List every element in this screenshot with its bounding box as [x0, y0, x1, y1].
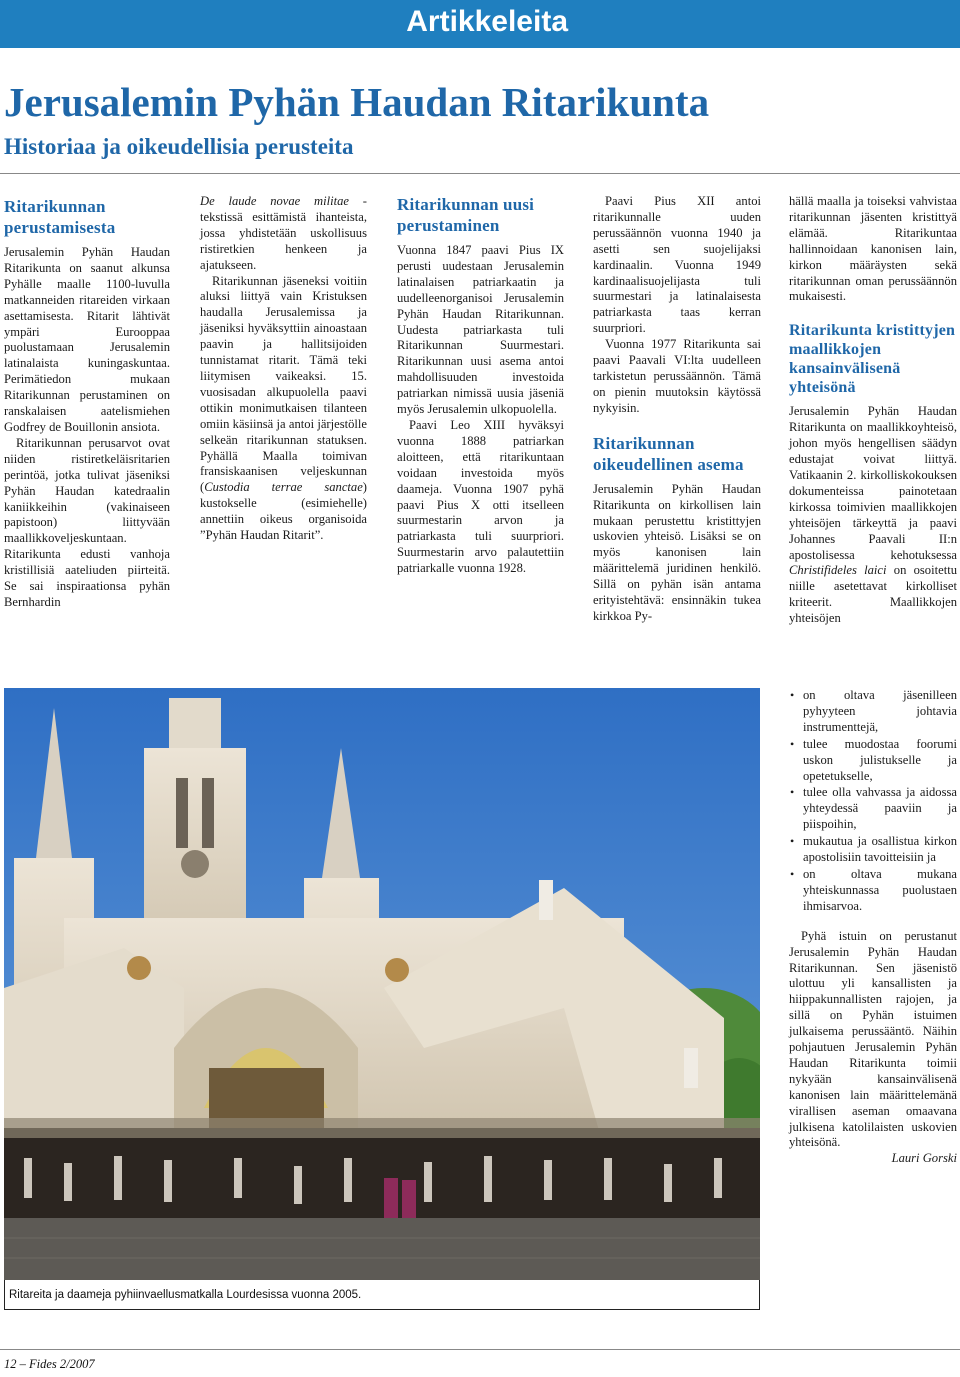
photo-caption-box	[4, 1280, 760, 1310]
text-span: Jerusalemin Pyhän Haudan Ritarikunta on maallikkoyhteisö, johon myös hengellisen säädyn edustajat voivat liittyä. Vatikaanin 2. kirkolliskokouksen dokumenteissa painotetaan kirkossa toimivien maallikkojen yhteisöjen tärkeyttä ja paavi Johannes Paavali II:n apostolisessa kehotuksessa	[789, 404, 957, 562]
author-signature: Lauri Gorski	[891, 1151, 957, 1166]
list-item: • tulee muodostaa foorumi uskon julistukselle ja opetetukselle,	[789, 737, 957, 785]
list-item: • on oltava jäsenilleen pyhyyteen johtavia instrumenttejä,	[789, 688, 957, 736]
heading-international-community: Ritarikunta kristittyjen maallikkojen kansainvälisenä yhteisönä	[789, 322, 956, 397]
photo-caption: Ritareita ja daameja pyhiinvaellusmatkalla Lourdesissa vuonna 2005.	[9, 1289, 362, 1301]
paragraph: Vuonna 1977 Ritarikunta sai paavi Paavali VI:lta uudelleen tarkistetun perussäännön. Tämä on pienin muutoksin käytössä nykyisin.	[593, 337, 761, 415]
paragraph: Jerusalemin Pyhän Haudan Ritarikunta on kirkollisen lain mukaan perustettu kristittyjen uskovien yhteisö. Lisäksi se on myös kanonisen lain määrittelemä juridinen henkilö. Sillä on pyhän isän antama erityistehtävä: ensinnäkin tukea kirkkoa Py-	[593, 481, 761, 623]
column-2	[200, 194, 367, 544]
lourdes-photo	[4, 688, 760, 1280]
column-5	[789, 194, 957, 627]
paragraph	[200, 194, 367, 274]
list-item: • mukautua ja osallistua kirkon apostolisiin tavoitteisiin ja	[789, 834, 957, 866]
list-item: • tulee olla vahvassa ja aidossa yhteydessä paaviin ja piispoihin,	[789, 785, 957, 833]
paragraph	[200, 274, 367, 544]
paragraph: Pyhä istuin on perustanut Jerusalemin Pyhän Haudan Ritarikunnan. Sen jäsenistö ulottuu yli kansallisten ja hiippakunnallisten rajojen, ja sillä on Pyhän istuimen julkaisema perussääntö. Näihin pohjautuen Jerusalemin Pyhän Haudan Ritarikunta toimii nykyään kansainvälisenä kanonisen lain määrittelemänä virallisen aseman omaavana julkisena katolilaisten uskovien yhteisönä.	[789, 928, 957, 1150]
paragraph: Vuonna 1847 paavi Pius IX perusti uudestaan Jerusalemin latinalaisen patriarkaatin ja uudelleenorganisoi Jerusalemin Pyhän Haudan Ritarikunnan. Uudesta patriarkasta tuli Ritarikunnan Suurmestari. Ritarikunnan uusi asema antoi mahdollisuuden investoida patriarkan nimissä uusia jäseniä myös Jerusalemin ulkopuolella.	[397, 243, 564, 417]
italic-term: Custodia terrae sanctae	[204, 480, 363, 495]
text-span: on osoitettu niille asetettavat kirkolliset kriteerit. Maallikkojen yhteisöjen	[789, 563, 957, 626]
heading-refounding: Ritarikunnan uusi perustaminen	[397, 195, 535, 235]
section-label: Artikkeleita	[406, 5, 568, 38]
article-subtitle: Historiaa ja oikeudellisia perusteita	[4, 134, 354, 159]
paragraph: hällä maalla ja toiseksi vahvistaa ritarikunnan jäsenten kristittyä elämää. Ritarikuntaa hallinnoidaan kanonisen lain, kirkon määräysten sekä ritarikunnan oman perussäännön mukaisesti.	[789, 194, 957, 304]
paragraph	[789, 404, 957, 627]
paragraph: Paavi Pius XII antoi ritarikunnalle uuden perussäännön vuonna 1940 ja asetti sen suojelijaksi kardinaalin. Vuonna 1949 kardinaalisuojelijasta tuli suurmestari ja latinalaisesta patriarkasta taas kerran suurpriori.	[593, 194, 761, 336]
italic-document: Christifideles laici	[789, 563, 887, 578]
column-3	[397, 194, 564, 577]
basilica-illustration	[4, 688, 760, 1280]
paragraph: Paavi Leo XIII hyväksyi vuonna 1888 patriarkan aloitteen, että ritarikuntaan voidaan investoida myös daameja. Vuonna 1907 pyhä paavi Pius X otti itselleen suurmestarin arvon ja patriarkasta tuli suurpriori. Suurmestarin arvo palautettiin patriarkalle vuonna 1928.	[397, 417, 564, 576]
text-span: ) kustokselle (esimiehelle) annettiin oikeus organisoida ”Pyhän Haudan Ritarit”.	[200, 480, 367, 543]
footer-divider	[0, 1349, 960, 1350]
header-divider	[0, 173, 960, 174]
section-banner	[0, 0, 960, 48]
column-4	[593, 194, 761, 625]
page-footer: 12 – Fides 2/2007	[4, 1357, 95, 1371]
heading-legal-status: Ritarikunnan oikeudellinen asema	[593, 433, 744, 474]
paragraph: Ritarikunnan perusarvot ovat niiden ristiretkeläisritarien perintöä, jotka tulivat jäseniksi Pyhän Haudan katedraalin kaniikkeihin (vakinaiseen papistoon) liittyvään maallikkoveljeskuntaan. Ritarikunta edusti vanhoja kristillisiä aateliuden piirteitä. Se sai inspiraationsa pyhän Bernhardin	[4, 435, 170, 609]
text-span: Ritarikunnan jäseneksi voitiin aluksi liittyä vain Kristuksen haudalla Jerusalemissa ja jäseniksi hyväksyttiin ainoastaan paavin ja hallitsijoiden tunnistamat ritarit. Tämä teki liitymisen vaikeaksi. 15. vuosisadan alkupuolella paavi ottikin monimutkaisen tilanteen omiin käsiinsä ja antoi järjestölle selkeän ritarikunnan statuksen. Pyhällä Maalla toimivan fransiskaanisen veljeskunnan (	[200, 273, 367, 495]
column-5-continued	[789, 688, 957, 1167]
list-item: • on oltava mukana yhteiskunnassa puolustaen ihmisarvoa.	[789, 867, 957, 915]
paragraph: Jerusalemin Pyhän Haudan Ritarikunta on saanut alkunsa Pyhälle maalle 1100-luvulla matkanneiden ritareiden virkaan asettamisesta. Ritarit lähtivät ympäri Eurooppaa puolustamaan Jerusalemin latinalaista kuningaskuntaa. Perimätiedon mukaan Ritarikunnan perustaminen on ranskalaisen aatelismiehen Godfrey de Bouillonin ansiota.	[4, 245, 170, 434]
heading-founding: Ritarikunnan perustamisesta	[4, 197, 116, 237]
criteria-list	[789, 688, 957, 915]
column-1	[4, 196, 170, 611]
article-title: Jerusalemin Pyhän Haudan Ritarikunta	[4, 79, 710, 125]
italic-title: De laude novae militae	[200, 194, 350, 208]
text-span: -tekstissä esittämistä ihanteista, jossa yhdistetään uskollisuus ristiretkien henkeen ja ajatukseen.	[200, 194, 367, 272]
